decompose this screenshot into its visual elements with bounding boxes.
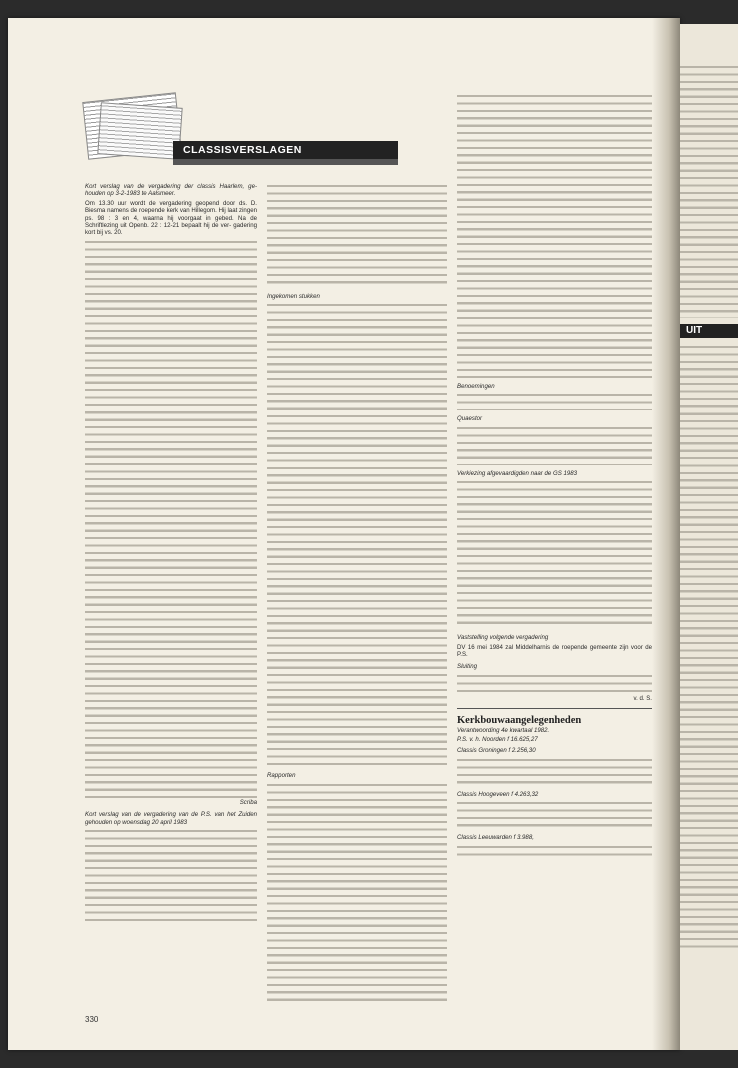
- ps-noorden: P.S. v. h. Noorden f 16.625,27: [457, 736, 538, 744]
- section-title: CLASSISVERSLAGEN: [173, 141, 398, 159]
- subheading-ingekomen: Ingekomen stukken: [267, 293, 320, 300]
- subheading-sluiting: Sluiting: [457, 663, 477, 671]
- report-intro: Om 13.30 uur wordt de vergadering geopend door ds. D. Biesma namens de roepende kerk van Hillegom. Hij laat zingen ps. 98 : 3 en 4, waarna hij voorgaat in gebed. Na de Schriftlezing uit Openb. 22 : 12-21 bepaalt hij de ver- gadering kort bij vs. 20.: [85, 199, 257, 237]
- adjacent-text-block: [680, 64, 738, 318]
- divider: [457, 708, 652, 709]
- subheading-vaststelling: Vaststelling volgende vergadering: [457, 634, 549, 642]
- leeuwarden-list: [457, 844, 652, 860]
- section-underbar: [173, 159, 398, 165]
- adjacent-text-block-2: [680, 344, 738, 948]
- groningen-list: [457, 757, 652, 787]
- classis-groningen: Classis Groningen f 2.256,30: [457, 747, 536, 755]
- body-text-5: [457, 673, 652, 695]
- verantwoording: Verantwoording 4e kwartaal 1982.: [457, 726, 550, 734]
- hoogeveen-list: [457, 800, 652, 830]
- subheading-benoemingen: Benoemingen: [457, 383, 495, 390]
- classis-hoogeveen: Classis Hoogeveen f 4.263,32: [457, 790, 539, 798]
- body-text-2: [457, 392, 652, 410]
- report-heading: Kort verslag van de vergadering der classis Haarlem, ge- houden op 3-2-1983 te Aalsmeer.: [85, 183, 257, 198]
- signature: v. d. S.: [633, 694, 652, 702]
- paper-illustration-2: [97, 102, 182, 160]
- section-banner: [85, 95, 340, 175]
- adjacent-section-banner: UIT: [680, 324, 738, 338]
- column-2: [267, 183, 447, 1003]
- classis-leeuwarden: Classis Leeuwarden f 3.988,: [457, 834, 534, 842]
- body-text-3: [457, 425, 652, 465]
- subheading-quaestor: Quaestor: [457, 415, 483, 423]
- report-heading-2: Kort verslag van de vergadering van de P.S. van het Zuiden gehouden op woensdag 20 april 1983: [85, 811, 257, 826]
- kerkbouw-heading: Kerkbouwaangelegenheden: [457, 715, 582, 727]
- signature: Scriba: [239, 798, 257, 806]
- adjacent-page: [680, 24, 738, 1050]
- body-text: [85, 239, 257, 799]
- body-text-2: [267, 302, 447, 767]
- page-number: 330: [85, 1015, 99, 1024]
- column-3: [457, 93, 652, 1003]
- body-text: [267, 183, 447, 288]
- column-1: [85, 183, 257, 1003]
- subheading-rapporten: Rapporten: [267, 772, 296, 780]
- body-text: [457, 93, 652, 378]
- body-text-3: [267, 782, 447, 1002]
- vaststelling-text: DV 16 mei 1984 zal Middelharnis de roepende gemeente zijn voor de P.S.: [457, 643, 652, 659]
- subheading-verkiezing: Verkiezing afgevaardigden naar de GS 1983: [457, 469, 578, 477]
- body-text-2: [85, 828, 257, 923]
- page-spine: [652, 18, 680, 1050]
- body-text-4: [457, 479, 652, 629]
